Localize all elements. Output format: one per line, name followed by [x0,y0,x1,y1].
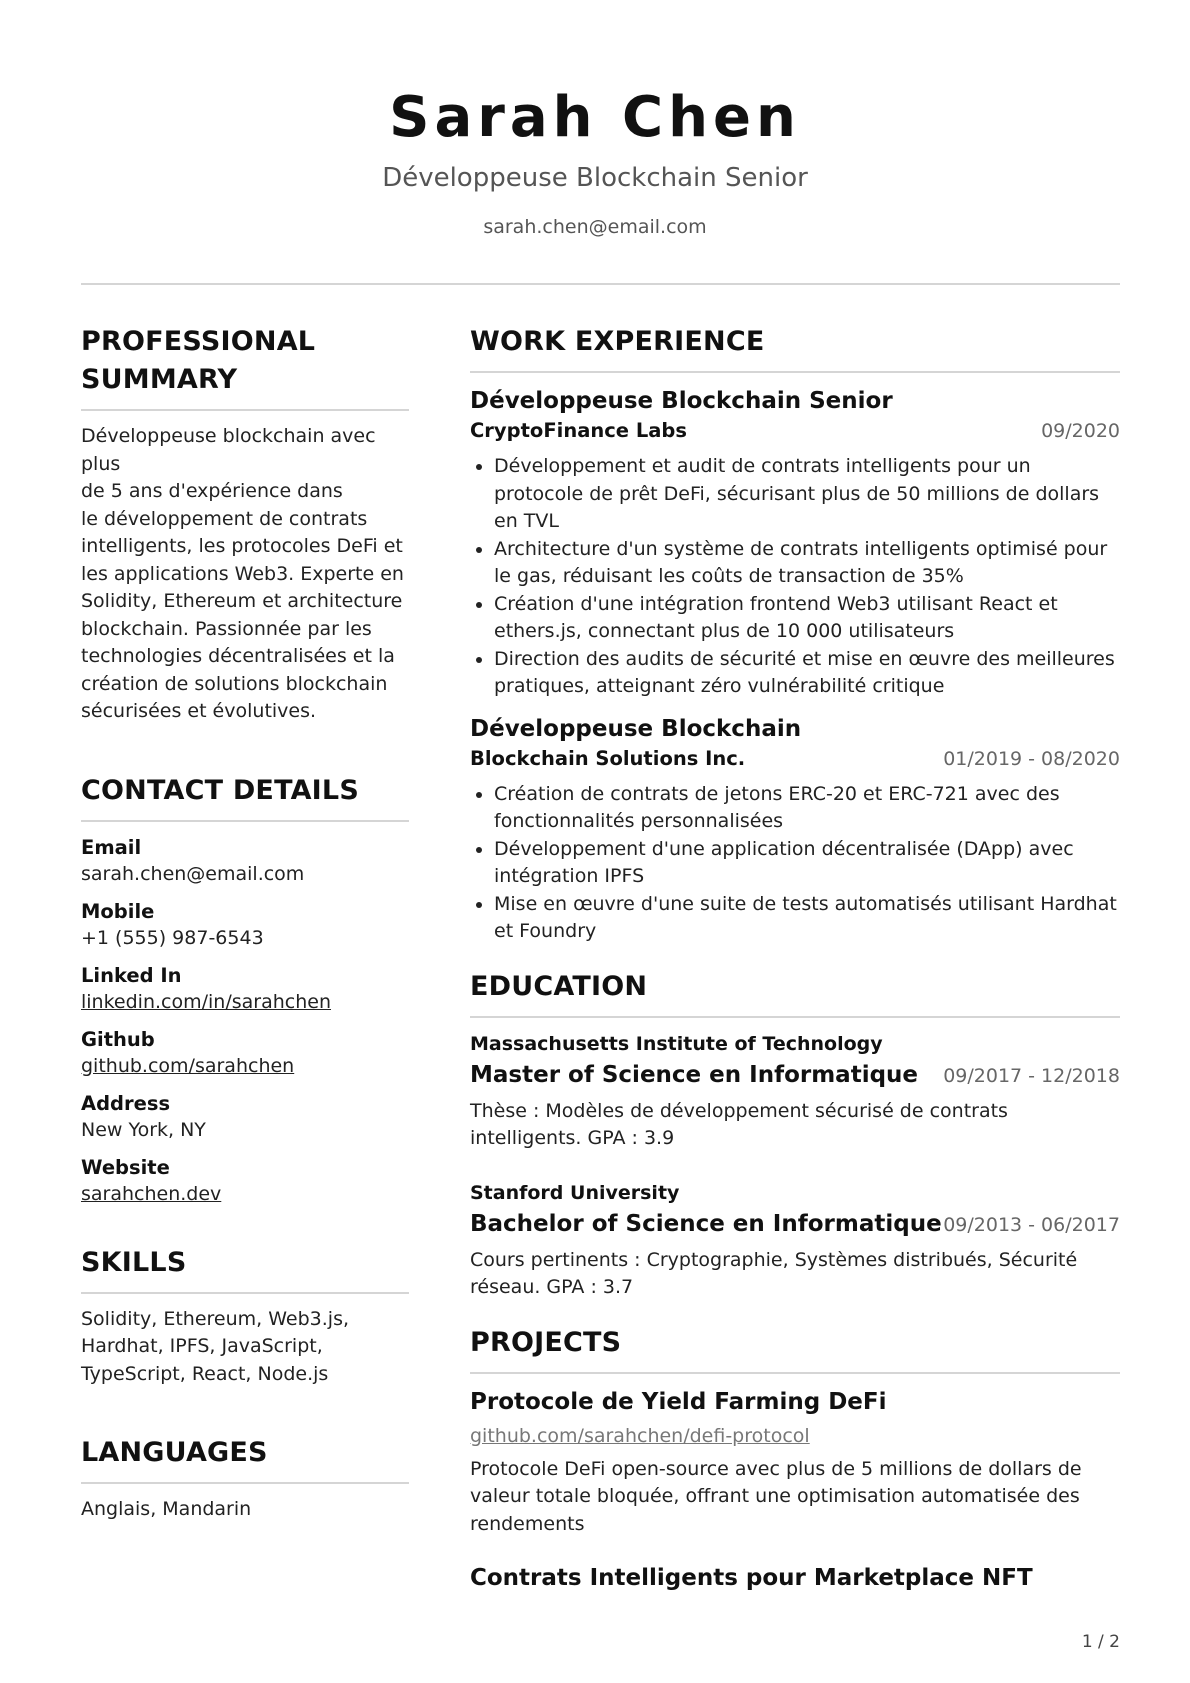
job-bullets [470,781,1120,946]
education-section [470,968,1120,1302]
contact-section [81,772,409,1208]
contact-value-address: New York, NY [81,1118,206,1141]
section-divider [470,1016,1120,1018]
degree-row [470,1058,1120,1092]
work-heading: WORK EXPERIENCE [470,326,765,357]
contact-value-github [81,1053,409,1080]
summary-line: Solidity, Ethereum et architecture [81,590,403,612]
summary-line: le développement de contrats [81,507,368,530]
skills-line: TypeScript, React, Node.js [81,1362,329,1385]
contact-label-github: Github [81,1027,155,1051]
contact-heading: CONTACT DETAILS [81,774,359,806]
degree-title: Master of Science en Informatique [470,1061,919,1088]
work-section [470,323,1120,946]
degree-description: Thèse : Modèles de développement sécurisé de contrats intelligents. GPA : 3.9 [470,1099,1008,1149]
header-divider [81,283,1120,285]
contact-label-address: Address [81,1091,171,1115]
job-meta [470,417,1120,445]
education-heading: EDUCATION [470,970,648,1002]
education-entry [470,1030,1120,1153]
project-description: Protocole DeFi open-source avec plus de 5 millions de dollars de valeur totale bloquée, offrant une optimisation automatisée des rendements [470,1457,1082,1535]
summary-line: de 5 ans d'expérience dans [81,480,343,502]
job-bullets [470,453,1120,701]
contact-label-website: Website [81,1155,170,1179]
contact-label-linkedin: Linked In [81,963,182,987]
degree-title: Bachelor of Science en Informatique [470,1210,942,1237]
section-divider [470,371,1120,373]
degree-description: Cours pertinents : Cryptographie, Systèmes distribués, Sécurité réseau. GPA : 3.7 [470,1248,1078,1298]
job-bullet: • Création de contrats de jetons ERC-20 et ERC-721 avec des fonctionnalités personnalisées [494,781,1120,836]
summary-heading-line2: SUMMARY [81,364,238,395]
contact-value-linkedin [81,989,409,1016]
job-bullet: • Direction des audits de sécurité et mise en œuvre des meilleures pratiques, atteignant zéro vulnérabilité critique [494,646,1120,701]
section-divider [81,1292,409,1294]
summary-line: les applications Web3. Experte en [81,562,404,585]
contact-label-email: Email [81,835,142,859]
job-entry [470,385,1120,701]
section-divider [470,1372,1120,1374]
skills-line: Solidity, Ethereum, Web3.js, [81,1307,350,1330]
job-meta [470,745,1120,773]
job-bullet: • Architecture d'un système de contrats intelligents optimisé pour le gas, réduisant les coûts de transaction de 35% [494,536,1120,591]
left-column [81,323,409,1524]
candidate-title: Développeuse Blockchain Senior [382,163,808,193]
contact-value-website [81,1181,409,1208]
section-divider [81,820,409,822]
resume-header [0,78,1190,241]
summary-section [81,323,409,726]
skills-heading: SKILLS [81,1246,187,1278]
skills-line: Hardhat, IPFS, JavaScript, [81,1335,323,1357]
languages-heading: LANGUAGES [81,1437,268,1468]
job-company: Blockchain Solutions Inc. [470,746,746,770]
skills-section [81,1244,409,1389]
right-column [470,323,1120,1594]
education-entry [470,1179,1120,1302]
job-date: 09/2020 [1041,420,1120,442]
projects-heading: PROJECTS [470,1326,622,1358]
degree-row [470,1207,1120,1241]
job-company: CryptoFinance Labs [470,419,687,442]
section-divider [81,409,409,411]
header-email[interactable]: sarah.chen@email.com [483,216,707,238]
summary-heading-line1: PROFESSIONAL [81,326,316,357]
linkedin-link[interactable]: linkedin.com/in/sarahchen [81,990,331,1013]
summary-line: technologies décentralisées et la [81,645,395,667]
projects-section [470,1324,1120,1595]
contact-value-email: sarah.chen@email.com [81,862,305,885]
project-title: Contrats Intelligents pour Marketplace NFT [470,1565,1033,1591]
degree-date: 09/2017 - 12/2018 [943,1064,1120,1087]
school-name: Massachusetts Institute of Technology [470,1032,883,1055]
contact-label-mobile: Mobile [81,899,155,923]
job-bullet: • Développement d'une application décentralisée (DApp) avec intégration IPFS [494,836,1120,891]
job-entry [470,713,1120,946]
languages-text: Anglais, Mandarin [81,1498,252,1520]
job-title: Développeuse Blockchain [470,715,802,742]
summary-line: intelligents, les protocoles DeFi et [81,535,403,557]
job-bullet: • Développement et audit de contrats intelligents pour un protocole de prêt DeFi, sécurisant plus de 50 millions de dollars en TVL [494,453,1120,536]
summary-heading [81,323,409,399]
project-link[interactable]: github.com/sarahchen/defi-protocol [470,1424,810,1447]
project-entry [470,1386,1120,1539]
summary-line: sécurisées et évolutives. [81,700,317,722]
languages-section [81,1434,409,1524]
job-title: Développeuse Blockchain Senior [470,388,893,414]
summary-text [81,423,409,726]
summary-line: blockchain. Passionnée par les [81,617,372,640]
skills-text [81,1306,409,1389]
job-bullet: • Mise en œuvre d'une suite de tests automatisés utilisant Hardhat et Foundry [494,891,1120,946]
school-name: Stanford University [470,1181,680,1204]
github-link[interactable]: github.com/sarahchen [81,1054,295,1077]
summary-line: Développeuse blockchain avec plus [81,425,376,475]
job-bullet: • Création d'une intégration frontend Web3 utilisant React et ethers.js, connectant plus de 10 000 utilisateurs [494,591,1120,646]
page-number: 1 / 2 [1081,1632,1120,1652]
section-divider [81,1482,409,1484]
job-date: 01/2019 - 08/2020 [943,747,1120,770]
project-entry [470,1562,1120,1594]
candidate-name: Sarah Chen [389,85,801,150]
summary-line: création de solutions blockchain [81,672,388,695]
degree-date: 09/2013 - 06/2017 [943,1213,1120,1236]
website-link[interactable]: sarahchen.dev [81,1182,222,1205]
project-title: Protocole de Yield Farming DeFi [470,1388,887,1415]
contact-value-mobile: +1 (555) 987-6543 [81,926,264,949]
